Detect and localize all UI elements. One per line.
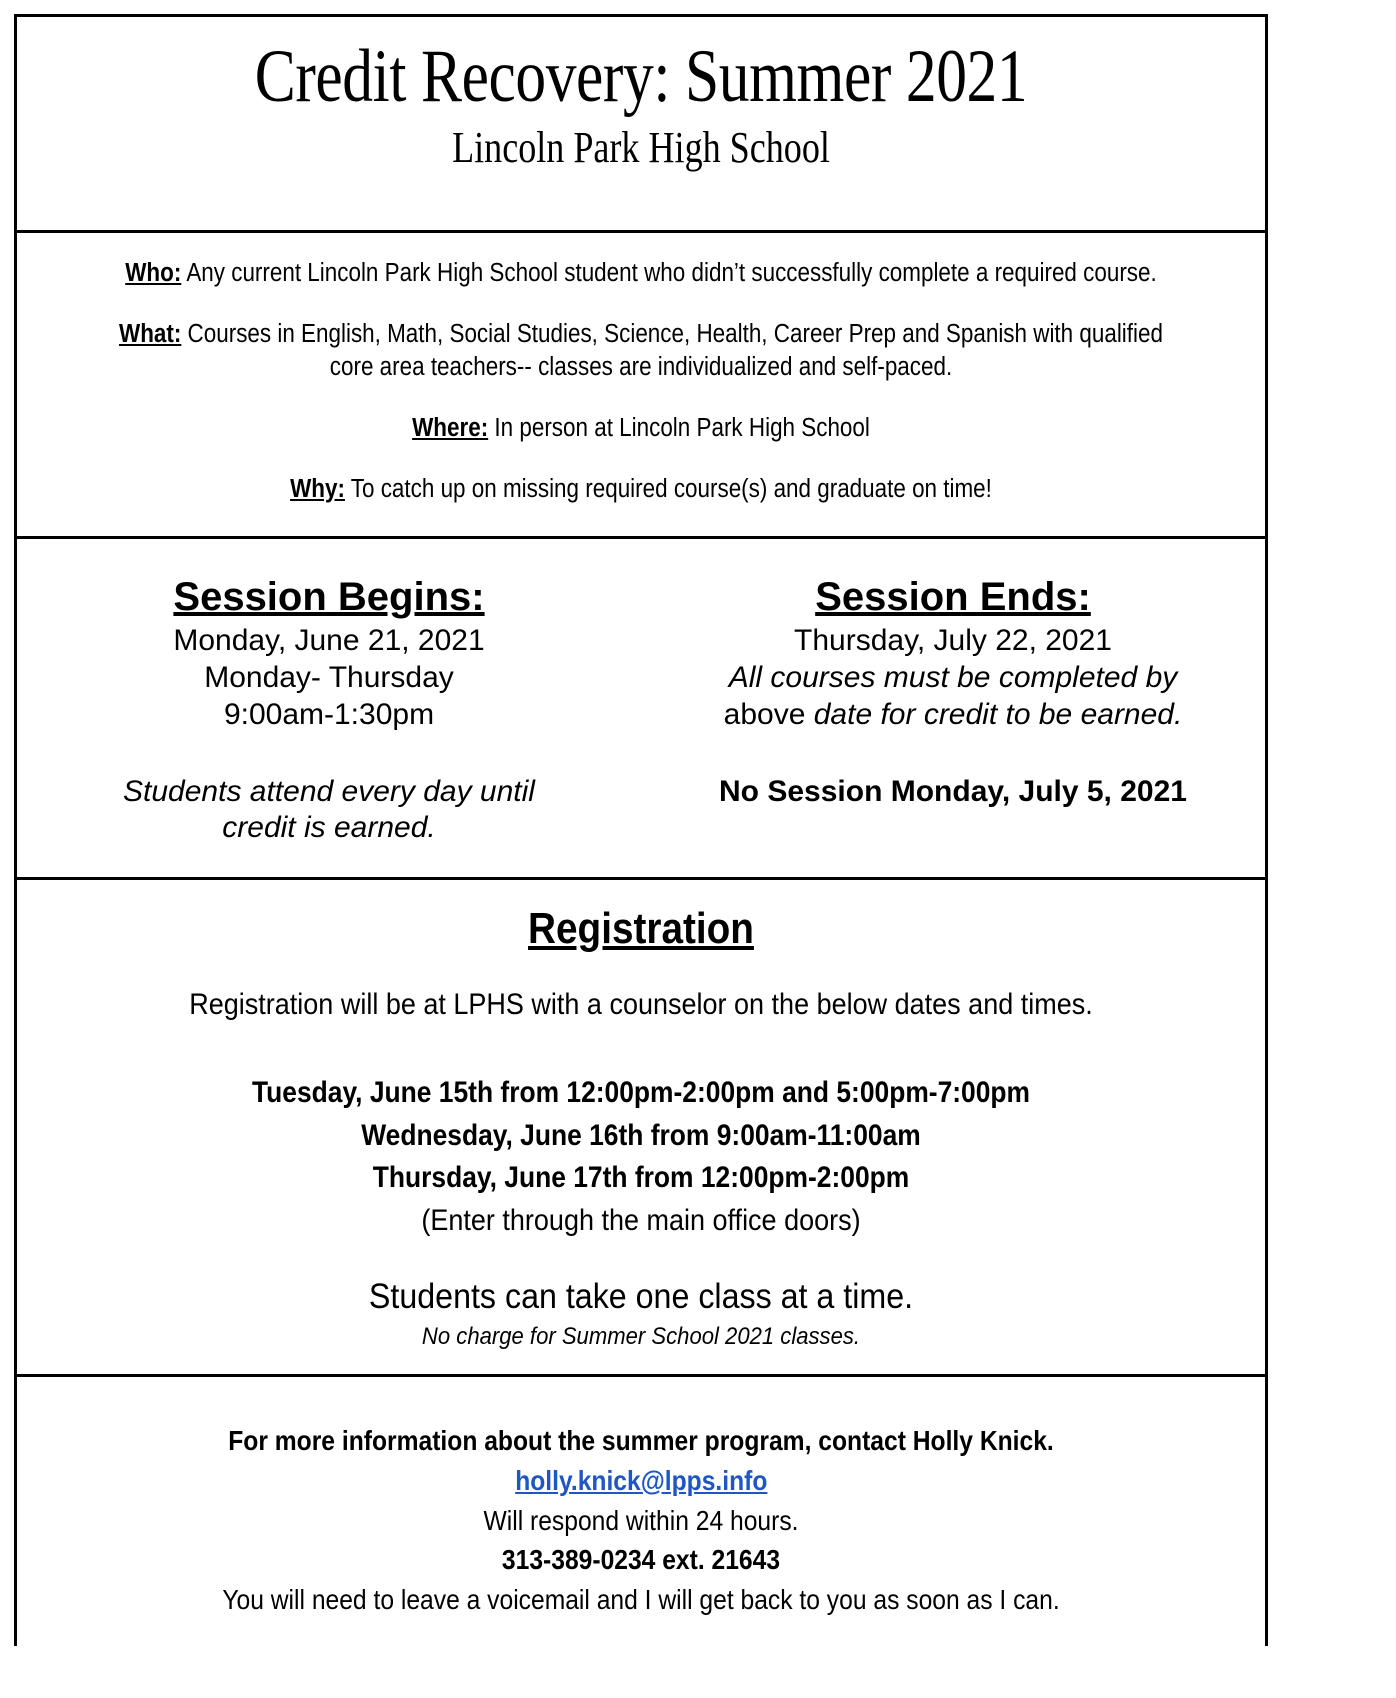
- session-begins-note-line1: Students attend every day until: [123, 774, 535, 808]
- contact-email-row: [31, 1461, 1251, 1501]
- who-line: [104, 257, 1178, 291]
- spacer: [41, 734, 617, 774]
- where-label: Where:: [412, 413, 489, 442]
- session-ends-note-italic: date for credit to be earned.: [813, 697, 1183, 731]
- session-begins-column: [17, 575, 641, 847]
- session-ends-date: Thursday, July 22, 2021: [794, 623, 1112, 657]
- session-begins-days: Monday- Thursday: [204, 660, 454, 694]
- contact-voicemail-note: You will need to leave a voicemail and I will get back to you as soon as I can.: [222, 1584, 1060, 1616]
- session-begins-time: 9:00am-1:30pm: [223, 697, 435, 731]
- why-text: To catch up on missing required course(s) and graduate on time!: [344, 474, 992, 503]
- registration-date-3: Thursday, June 17th from 12:00pm-2:00pm: [372, 1161, 910, 1195]
- contact-intro: For more information about the summer program, contact Holly Knick.: [228, 1425, 1054, 1457]
- registration-section: [17, 880, 1265, 1377]
- spacer: [665, 734, 1241, 774]
- where-text: In person at Lincoln Park High School: [488, 413, 870, 442]
- no-charge-note: No charge for Summer School 2021 classes.: [421, 1322, 861, 1350]
- sessions-section: [17, 539, 1265, 880]
- info-section: [17, 233, 1265, 539]
- spacer: [31, 1242, 1251, 1276]
- session-begins-heading: Session Begins:: [173, 575, 485, 620]
- registration-date-1: Tuesday, June 15th from 12:00pm-2:00pm and 5:00pm-7:00pm: [251, 1075, 1031, 1109]
- session-begins-note-line2: credit is earned.: [222, 811, 436, 845]
- registration-intro: Registration will be at LPHS with a counselor on the below dates and times.: [189, 987, 1093, 1021]
- page-subtitle: Lincoln Park High School: [452, 123, 830, 172]
- contact-phone: 313-389-0234 ext. 21643: [501, 1544, 781, 1576]
- registration-entrance-note: (Enter through the main office doors): [421, 1203, 861, 1237]
- what-line: [104, 318, 1178, 385]
- who-text: Any current Lincoln Park High School student who didn’t successfully complete a required course.: [181, 259, 1157, 287]
- flyer-document: [14, 14, 1268, 1646]
- no-session-note: No Session Monday, July 5, 2021: [719, 774, 1187, 808]
- why-line: [104, 473, 1178, 507]
- page-title: Credit Recovery: Summer 2021: [254, 35, 1028, 118]
- contact-response-time: Will respond within 24 hours.: [483, 1504, 799, 1536]
- session-ends-heading: Session Ends:: [815, 575, 1091, 620]
- session-ends-note-plain: above: [723, 697, 814, 731]
- who-label: Who:: [125, 259, 182, 287]
- session-ends-note-line2: [665, 697, 1241, 734]
- where-line: [104, 412, 1178, 446]
- one-class-note: Students can take one class at a time.: [368, 1277, 914, 1317]
- header-section: [17, 35, 1265, 233]
- sessions-grid: [17, 575, 1265, 847]
- session-begins-date: Monday, June 21, 2021: [173, 623, 485, 657]
- what-label: What:: [119, 319, 182, 348]
- contact-section: [17, 1377, 1265, 1646]
- registration-heading: Registration: [528, 904, 754, 954]
- contact-email-link[interactable]: holly.knick@lpps.info: [514, 1464, 768, 1496]
- what-text: Courses in English, Math, Social Studies, Science, Health, Career Prep and Spanish with qualified core area teachers-- classes are individualized and self-paced.: [181, 319, 1163, 382]
- session-ends-note-line1: All courses must be completed by: [728, 660, 1178, 694]
- session-ends-column: [641, 575, 1265, 847]
- registration-date-2: Wednesday, June 16th from 9:00am-11:00am: [361, 1118, 921, 1152]
- why-label: Why:: [290, 474, 345, 503]
